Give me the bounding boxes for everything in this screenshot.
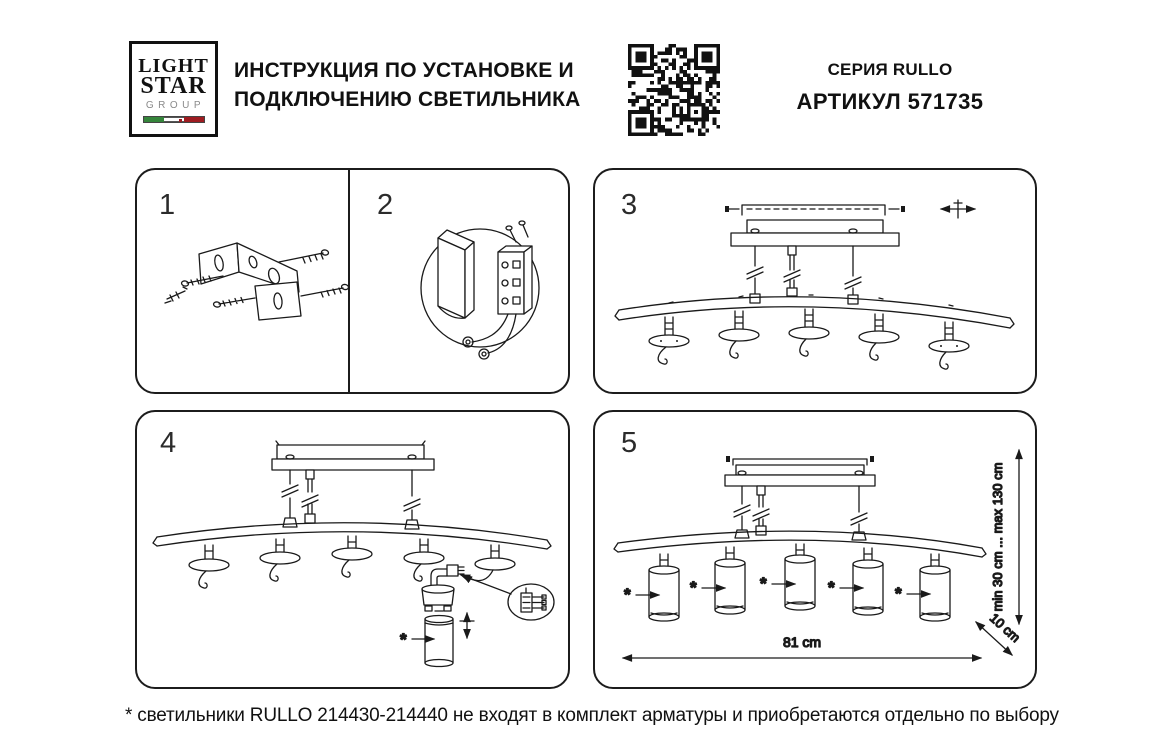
logo-text-light: LIGHT <box>138 55 209 77</box>
ceiling-bracket <box>742 205 885 215</box>
step-1-number: 1 <box>159 189 176 221</box>
shade-cylinder <box>920 554 950 621</box>
title-line-2: ПОДКЛЮЧЕНИЮ СВЕТИЛЬНИКА <box>234 88 581 111</box>
asterisk-marker: * <box>828 578 835 597</box>
pendant-stub <box>859 314 899 360</box>
height-dimension <box>990 450 1019 624</box>
step-1-2-drawing <box>137 170 568 392</box>
title-line-1: ИНСТРУКЦИЯ ПО УСТАНОВКЕ И <box>234 59 574 82</box>
shade-cylinder <box>785 544 815 610</box>
bracket-drawing <box>165 243 349 320</box>
panel-step-3 <box>593 168 1037 394</box>
height-dimension-label: min 30 cm ... max 130 cm <box>990 462 1005 612</box>
panel-step-4 <box>135 410 570 689</box>
asterisk-marker: * <box>624 585 631 604</box>
step-3-drawing <box>595 170 1035 392</box>
step-3-number: 3 <box>621 189 638 221</box>
step-5-drawing <box>595 412 1035 687</box>
flag-white-segment <box>164 117 184 122</box>
flag-red-segment <box>184 117 204 122</box>
connector-detail <box>461 575 554 620</box>
width-dimension-label: 81 cm <box>782 634 822 650</box>
italian-flag-stripe <box>143 116 205 123</box>
step-4-drawing <box>137 412 568 687</box>
article-label: АРТИКУЛ 571735 <box>796 89 984 114</box>
step-4-number: 4 <box>160 427 177 459</box>
pendant-stub <box>719 311 759 358</box>
product-reference <box>770 60 1010 115</box>
page-title <box>234 56 581 114</box>
shade-cylinder <box>649 554 679 621</box>
lamp-assembly <box>422 565 493 667</box>
asterisk-marker: * <box>400 630 407 649</box>
logo-text-star: STAR <box>140 73 207 99</box>
footnote: * светильники RULLO 214430-214440 не входят в комплект арматуры и приобретаются отдельно по выбору <box>125 705 1059 726</box>
pendant-stub <box>332 536 372 577</box>
panel-step-5 <box>593 410 1037 689</box>
depth-dimension-label: 10 cm <box>986 610 1024 646</box>
flag-green-segment <box>144 117 164 122</box>
qr-code <box>628 44 720 136</box>
pendant-stub <box>929 322 969 369</box>
series-label: СЕРИЯ RULLO <box>827 60 953 79</box>
pendant-stub <box>189 545 229 588</box>
asterisk-marker: * <box>690 578 697 597</box>
wiring-detail-drawing <box>421 221 539 359</box>
logo-text-group: GROUP <box>145 100 206 111</box>
height-adjust-icon <box>460 613 474 638</box>
panel-steps-1-2 <box>135 168 570 394</box>
asterisk-marker: * <box>895 584 902 603</box>
pendant-stub <box>260 539 300 581</box>
shade-cylinder <box>853 548 883 615</box>
depth-dimension <box>976 610 1023 655</box>
step-2-number: 2 <box>377 189 394 221</box>
pendant-stub <box>404 539 444 581</box>
step-5-number: 5 <box>621 427 638 459</box>
pendant-stub <box>649 317 689 364</box>
shade-cylinder <box>715 547 745 614</box>
screw-adjust-icon <box>941 200 975 218</box>
width-dimension <box>623 634 981 658</box>
pendant-stub <box>475 545 515 570</box>
asterisk-marker: * <box>760 574 767 593</box>
pendant-stub <box>789 309 829 356</box>
lightstar-logo <box>129 41 218 137</box>
